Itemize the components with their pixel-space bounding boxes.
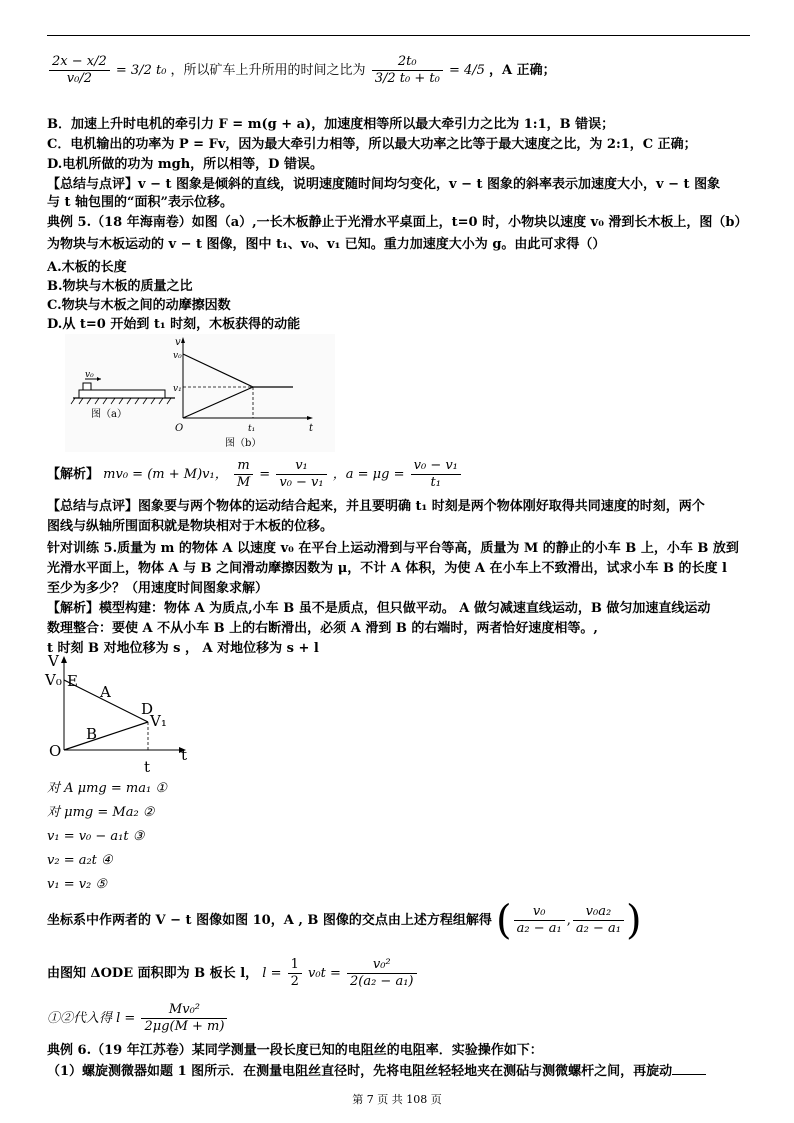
- half-fraction: [288, 957, 302, 990]
- figure-a-caption: 图（a）: [91, 409, 127, 420]
- training-5-line-2: 光滑水平面上，物体 A 与 B 之间滑动摩擦因数为 μ，不计 A 体积，为使 A 在小车上不致滑出，试求小车 B 的长度 l: [47, 561, 727, 576]
- intersection-y-den: a₂ − a₁: [573, 920, 624, 937]
- coordinate-line: 坐标系中作两者的 V − t 图像如图 10，A , B 图像的交点由上述方程组解得 ( $\frac{\text{v₀}}{\text{a₂ − a₁}}$ , $\frac{\text{v₀a₂}}{\text{a₂ − a₁}}$ ): [47, 897, 642, 944]
- area-text: 由图知 ΔODE 面积即为 B 板长 l，: [47, 966, 259, 981]
- origin-label: O: [175, 423, 184, 434]
- coordinate-text: 坐标系中作两者的 V − t 图像如图 10，A , B 图像的交点由上述方程组解得: [47, 913, 492, 928]
- formula-text: ，所以矿车上升所用的时间之比为: [170, 63, 366, 78]
- example-5-line-2: 为物块与木板运动的 v − t 图像，图中 t₁、v₀、v₁ 已知。重力加速度大小为 g。由此可求得（）: [47, 237, 606, 252]
- summary-1-line-1: 【总结与点评】v − t 图象是倾斜的直线，说明速度随时间均匀变化，v − t 图象的斜率表示加速度大小，v − t 图象: [47, 177, 721, 192]
- t-axis-name: t: [181, 746, 188, 764]
- figure-ab: [65, 334, 335, 452]
- training-5-line-3: 至少为多少？（用速度时间图象求解）: [47, 581, 269, 596]
- summary-2-line-1: 【总结与点评】图象要与两个物体的运动结合起来，并且要明确 t₁ 时刻是两个物体刚好取得共同速度的时刻，两个: [47, 499, 705, 514]
- equation-4: v₂ = a₂t ④: [47, 853, 113, 868]
- V-label: V: [48, 652, 59, 670]
- result-fraction: [347, 957, 417, 990]
- equation-5: v₁ = v₂ ⑤: [47, 877, 108, 892]
- top-formula-line: [47, 42, 556, 100]
- v0-tick-label: v₀: [173, 351, 182, 361]
- t-axis-label: t: [309, 423, 314, 434]
- block-velocity-label: v₀: [85, 370, 94, 380]
- lhs-fraction: [49, 54, 110, 87]
- intersection-x-num: v₀: [532, 904, 546, 919]
- training-5-line-1: 针对训练 5.质量为 m 的物体 A 以速度 v₀ 在平台上运动滑到与平台等高，质量为 M 的静止的小车 B 上，小车 B 放到: [47, 541, 739, 556]
- open-paren: (: [496, 897, 512, 944]
- B-line: [64, 722, 148, 750]
- ratio-denominator: 3/2 t₀ + t₀: [372, 70, 443, 87]
- half-num: 1: [290, 957, 299, 972]
- accel-fraction: [411, 458, 461, 491]
- choice-c: C.物块与木板之间的动摩擦因数: [47, 298, 231, 313]
- analysis-t5-line-1: 【解析】模型构建：物体 A 为质点,小车 B 虽不是质点，但只做平动。 A 做匀减速直线运动，B 做匀加速直线运动: [47, 601, 711, 616]
- mass-ratio-fraction: [234, 458, 253, 491]
- velocity-ratio-den: v₀ − v₁: [276, 474, 326, 491]
- option-d-text: D.电机所做的功为 mgh，所以相等，D 错误。: [47, 157, 323, 172]
- example-5-line-1: 典例 5.（18 年海南卷）如图（a）,一长木板静止于光滑水平桌面上，t=0 时，小物块以速度 v₀ 滑到长木板上，图（b）: [47, 215, 748, 230]
- final-line: [47, 997, 229, 1041]
- result-den: 2(a₂ − a₁): [347, 973, 417, 990]
- result-num: v₀²: [372, 957, 391, 972]
- intersection-y-num: v₀a₂: [585, 904, 612, 919]
- ratio-value: = 4/5: [448, 63, 485, 78]
- analysis-t5-line-3: t 时刻 B 对地位移为 s ， A 对地位移为 s + l: [47, 641, 319, 656]
- final-fraction: [141, 1002, 227, 1035]
- analysis-5-line: 【解析】 mv₀ = (m + M)v₁， $\frac{m}{M}$ = $\frac{\text{v₁}}{\text{v₀ − v₁}}$ ，a = μg = $\frac{\text{v₀ − v₁}}{\text{t₁}}$: [47, 455, 463, 495]
- example-6-title: 典例 6.（19 年江苏卷）某同学测量一段长度已知的电阻丝的电阻率．实验操作如下：: [47, 1043, 543, 1058]
- equation-3: v₁ = v₀ − a₁t ③: [47, 829, 145, 844]
- option-b-text: B．加速上升时电机的牵引力 F = m(g + a)，加速度相等所以最大牵引力之比为 1:1，B 错误；: [47, 117, 615, 132]
- equation-2: 对 μmg = Ma₂ ②: [47, 805, 155, 820]
- v1-tick-label: v₁: [173, 384, 182, 394]
- area-eq-lhs: l =: [262, 966, 282, 981]
- final-prefix: ①②代入得 l =: [47, 1011, 136, 1026]
- mass-ratio-den: M: [234, 474, 253, 491]
- example-6-q1-text: （1）螺旋测微器如题 1 图所示．在测量电阻丝直径时，先将电阻丝轻轻地夹在测砧与测微螺杆之间，再旋动: [47, 1064, 673, 1079]
- lhs-value: = 3/2 t₀: [115, 63, 167, 78]
- area-line: [47, 952, 419, 996]
- page-footer: 第 7 页 共 108 页: [352, 1093, 442, 1106]
- ratio-fraction: [372, 54, 443, 87]
- B-line-label: B: [86, 725, 98, 743]
- final-den: 2μg(M + m): [141, 1018, 227, 1035]
- D-label: D: [141, 700, 154, 718]
- close-paren: ): [625, 897, 642, 944]
- option-c-text: C．电机输出的功率为 P = Fv，因为最大牵引力相等，所以最大功率之比等于最大速度之比，为 2:1，C 正确；: [47, 137, 697, 152]
- half-den: 2: [288, 973, 302, 990]
- example-6-q1: [47, 1062, 706, 1081]
- equation-1: 对 A μmg = ma₁ ①: [47, 781, 167, 796]
- V1-label: V₁: [150, 712, 167, 730]
- velocity-ratio-fraction: [276, 458, 326, 491]
- t1-tick-label: t₁: [248, 424, 256, 434]
- A-line-label: A: [100, 683, 111, 701]
- long-board: [79, 390, 165, 398]
- option-a-conclusion: ，A 正确；: [489, 63, 556, 78]
- answer-blank: [672, 1062, 706, 1075]
- accel-den: t₁: [411, 474, 461, 491]
- intersection-x: [514, 904, 565, 937]
- analysis-t5-line-2: 数理整合：要使 A 不从小车 B 上的右断滑出，必须 A 滑到 B 的右端时，两者恰好速度相等。,: [47, 621, 598, 636]
- choice-d: D.从 t=0 开始到 t₁ 时刻，木板获得的动能: [47, 317, 301, 332]
- final-num: Mv₀²: [168, 1002, 200, 1017]
- area-eq-mid: v₀t =: [308, 966, 341, 981]
- summary-2-line-2: 图线与纵轴所围面积就是物块相对于木板的位移。: [47, 519, 334, 534]
- accel-equation-prefix: ，a = μg =: [332, 467, 405, 482]
- V0-label: V₀: [45, 671, 62, 689]
- ratio-numerator: 2t₀: [397, 54, 417, 69]
- mass-ratio-num: m: [237, 458, 250, 473]
- momentum-equation: mv₀ = (m + M)v₁，: [103, 467, 228, 482]
- small-block: [83, 383, 91, 390]
- accel-num: v₀ − v₁: [413, 458, 458, 473]
- header-rule: [47, 35, 750, 36]
- figure-vt-graph: [44, 652, 194, 774]
- v-axis-label: v: [175, 337, 181, 348]
- intersection-x-den: a₂ − a₁: [514, 920, 565, 937]
- summary-1-line-2: 与 t 轴包围的“面积”表示位移。: [47, 195, 234, 210]
- figure-b-caption: 图（b）: [225, 438, 262, 449]
- V-axis-arrow: [61, 656, 67, 663]
- lhs-numerator: 2x − x/2: [52, 54, 107, 69]
- E-label: E: [67, 672, 78, 690]
- t-tick-label: t: [144, 758, 151, 774]
- lhs-denominator: v₀/2: [49, 70, 110, 87]
- choice-a: A.木板的长度: [47, 260, 127, 275]
- velocity-ratio-num: v₁: [295, 458, 308, 473]
- analysis-tag: 【解析】: [47, 467, 100, 482]
- intersection-y: [573, 904, 624, 937]
- O-label: O: [49, 742, 62, 760]
- choice-b: B.物块与木板的质量之比: [47, 279, 193, 294]
